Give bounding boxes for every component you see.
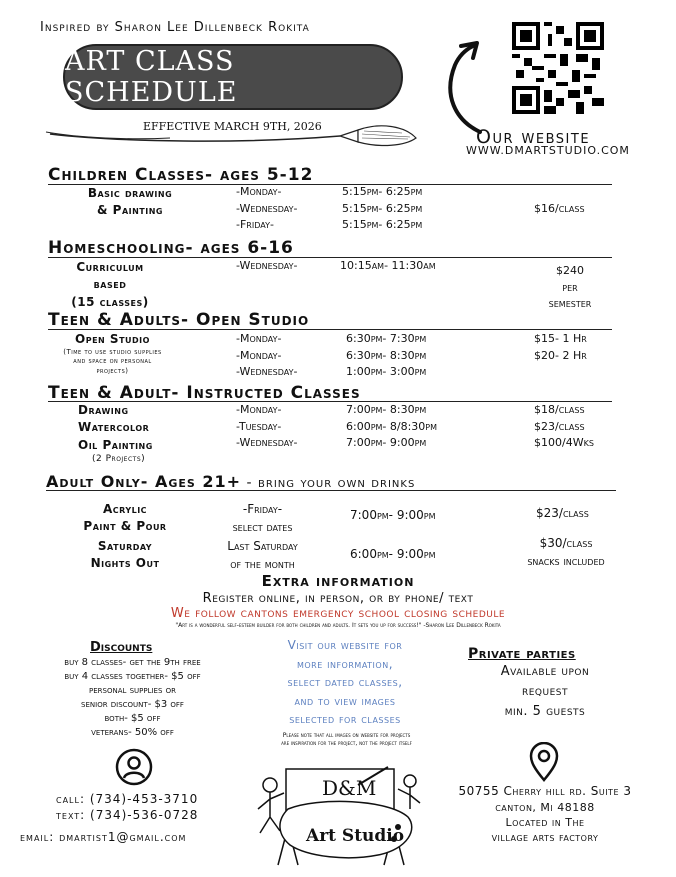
open-studio-day-1: -Monday- xyxy=(236,332,282,345)
private-line-2: request xyxy=(521,684,568,699)
address-line-3: Located in The xyxy=(505,816,585,829)
open-studio-time-3: 1:00pm- 3:00pm xyxy=(346,365,427,378)
children-days xyxy=(236,184,297,234)
children-day-3: -Friday- xyxy=(236,218,274,231)
instructed-day-3: -Wednesday- xyxy=(236,436,298,449)
adult-row2-day-line1: Last Saturday xyxy=(227,539,298,553)
instructed-time-2: 6:00pm- 8/8:30pm xyxy=(346,419,438,433)
instructed-heading: Teen & Adult- Instructed Classes xyxy=(48,383,361,403)
instructed-class-1: Drawing xyxy=(78,403,129,417)
children-class-name xyxy=(60,185,200,220)
homeschool-divider xyxy=(48,257,612,258)
open-studio-price-2: $20- 2 Hr xyxy=(534,348,587,362)
discounts-title: Discounts xyxy=(90,640,153,655)
children-time-2: 5:15pm- 6:25pm xyxy=(342,201,423,215)
homeschool-class-line1: Curriculum xyxy=(76,260,144,274)
homeschool-day: -Wednesday- xyxy=(236,259,298,272)
adult-row1-day-line2: select dates xyxy=(232,520,293,534)
our-website-label: Our website xyxy=(476,126,591,148)
open-studio-prices xyxy=(534,331,587,364)
open-studio-time-1: 6:30pm- 7:30pm xyxy=(346,332,427,345)
open-studio-day-2: -Monday- xyxy=(236,348,282,362)
address-line-2: canton, Mi 48188 xyxy=(495,801,595,814)
dm-art-studio-logo xyxy=(248,765,424,873)
open-studio-class xyxy=(60,331,165,376)
children-price: $16/class xyxy=(534,202,585,215)
instructed-classes xyxy=(78,402,153,466)
effective-date: EFFECTIVE MARCH 9TH, 2026 xyxy=(143,120,322,133)
visit-line-1: Visit our website for xyxy=(287,638,403,652)
adult-row2-class-line2: Nights Out xyxy=(90,556,160,571)
logo-initials: D&M xyxy=(322,776,377,800)
instructed-times xyxy=(346,402,437,452)
adult-row1-class xyxy=(60,501,190,536)
adult-only-heading xyxy=(46,472,415,491)
homeschool-class-line3: (15 classes) xyxy=(71,294,149,309)
homeschool-price-line2: per xyxy=(562,280,578,294)
adult-only-subtitle: - bring your own drinks xyxy=(241,475,416,491)
private-line-3: min. 5 guests xyxy=(504,704,586,719)
qr-code-icon[interactable] xyxy=(512,22,604,114)
visit-line-2: more information, xyxy=(296,656,394,671)
private-line-1: Available upon xyxy=(500,664,590,679)
children-class-line1: Basic drawing xyxy=(87,186,173,200)
instructed-day-2: -Tuesday- xyxy=(236,419,282,433)
instructed-price-2: $23/class xyxy=(534,419,585,433)
address-line-1: 50755 Cherry hill rd. Suite 3 xyxy=(458,784,632,798)
instructed-prices xyxy=(534,402,594,452)
discount-line-5: both- $5 off xyxy=(104,713,161,724)
open-studio-day-3: -Wednesday- xyxy=(236,365,298,378)
visit-line-3: select dated classes, xyxy=(287,675,403,690)
adult-row2-day xyxy=(200,537,325,573)
instructed-class-2: Watercolor xyxy=(78,420,150,435)
adult-row2-price-line1: $30/class xyxy=(539,536,593,550)
title-banner xyxy=(63,44,403,110)
homeschool-time: 10:15am- 11:30am xyxy=(340,259,436,272)
adult-row1-day-line1: -Friday- xyxy=(242,502,283,516)
images-note xyxy=(228,732,465,748)
adult-row2-day-line2: of the month xyxy=(230,557,295,571)
contact-text[interactable]: text: (734)-536-0728 xyxy=(56,808,199,822)
open-studio-heading: Teen & Adults- Open Studio xyxy=(48,310,310,330)
extra-info-register: Register online, in person, or by phone/ text xyxy=(202,591,474,606)
children-day-2: -Wednesday- xyxy=(236,201,298,215)
extra-info-quote: "Art is a wonderful self-esteem builder for both children and adults. It sets you up for success!" -Sharon Lee Dillenbeck Rokita xyxy=(175,622,501,629)
homeschool-price-line3: semester xyxy=(548,297,592,310)
adult-row2-price xyxy=(496,534,636,570)
website-url-link[interactable]: WWW.DMARTSTUDIO.COM xyxy=(466,144,630,157)
children-class-line2: & Painting xyxy=(97,203,163,218)
open-studio-class-note: (Time to use studio supplies and space on personal projects) xyxy=(63,348,162,375)
homeschool-price xyxy=(520,263,620,313)
children-time-1: 5:15pm- 6:25pm xyxy=(342,185,423,198)
address-line-4: village arts factory xyxy=(491,831,599,844)
children-times xyxy=(342,184,422,234)
visit-line-4: and to view images xyxy=(294,693,396,708)
adult-only-divider xyxy=(46,490,616,491)
contact-email[interactable]: email: dmartist1@gmail.com xyxy=(20,830,187,844)
homeschool-price-line1: $240 xyxy=(556,264,584,277)
page-title: ART CLASS SCHEDULE xyxy=(65,46,238,108)
children-time-3: 5:15pm- 6:25pm xyxy=(342,218,423,231)
discount-line-1: buy 8 classes- get the 9th free xyxy=(64,657,201,668)
open-studio-days xyxy=(236,331,297,381)
logo-name: Art Studio xyxy=(306,826,405,846)
children-day-1: -Monday- xyxy=(236,185,282,198)
discount-line-3: personal supplies or xyxy=(89,685,176,696)
adult-row1-class-line1: Acrylic xyxy=(102,502,148,516)
instructed-price-1: $18/class xyxy=(534,403,585,416)
private-parties-title: Private parties xyxy=(468,646,576,662)
adult-row2-time: 6:00pm- 9:00pm xyxy=(350,547,436,561)
inspired-by-line: Inspired by Sharon Lee Dillenbeck Rokita xyxy=(40,20,310,35)
instructed-days xyxy=(236,402,297,452)
location-pin-icon xyxy=(528,742,560,782)
adult-row1-day xyxy=(200,500,325,536)
discount-line-2: buy 4 classes together- $5 off xyxy=(64,671,201,682)
extra-info-title: Extra information xyxy=(261,572,415,590)
adult-row1-class-line2: Paint & Pour xyxy=(83,519,167,534)
children-heading: Children Classes- ages 5-12 xyxy=(48,165,314,185)
visit-website-block xyxy=(245,636,445,729)
open-studio-time-2: 6:30pm- 8:30pm xyxy=(346,348,427,362)
open-studio-times xyxy=(346,331,426,381)
instructed-oil-note: (2 Projects) xyxy=(92,454,146,465)
instructed-time-1: 7:00pm- 8:30pm xyxy=(346,403,427,416)
adult-row1-time: 7:00pm- 9:00pm xyxy=(350,508,436,522)
instructed-price-3: $100/4Wks xyxy=(534,436,594,449)
homeschool-class-name xyxy=(50,259,170,311)
adult-row2-class xyxy=(60,538,190,573)
adult-row2-price-line2: snacks included xyxy=(527,554,605,568)
curved-arrow-icon xyxy=(425,40,495,140)
homeschool-heading: Homeschooling- ages 6-16 xyxy=(48,238,294,258)
adult-only-title: Adult Only- Ages 21+ xyxy=(46,472,242,491)
discount-line-4: senior discount- $3 off xyxy=(81,699,184,710)
person-icon xyxy=(115,748,153,786)
contact-call[interactable]: call: (734)-453-3710 xyxy=(56,792,199,806)
images-note-line-2: are inspiration for the project, not the project itself xyxy=(281,740,412,748)
adult-row1-price: $23/class xyxy=(536,506,589,520)
instructed-day-1: -Monday- xyxy=(236,403,282,416)
open-studio-class-name: Open Studio xyxy=(75,332,150,346)
open-studio-divider xyxy=(48,329,612,330)
open-studio-price-1: $15- 1 Hr xyxy=(534,332,587,345)
visit-line-5: selected for classes xyxy=(289,712,401,727)
homeschool-class-line2: based xyxy=(93,277,127,292)
discount-line-6: veterans- 50% off xyxy=(91,727,174,738)
instructed-time-3: 7:00pm- 9:00pm xyxy=(346,436,427,449)
adult-row2-class-line1: Saturday xyxy=(97,539,153,553)
extra-info-closing: We follow cantons emergency school closing schedule xyxy=(170,606,506,621)
images-note-line-1: Please note that all images on website for projects xyxy=(282,732,411,739)
instructed-class-3: Oil Painting xyxy=(78,437,153,452)
